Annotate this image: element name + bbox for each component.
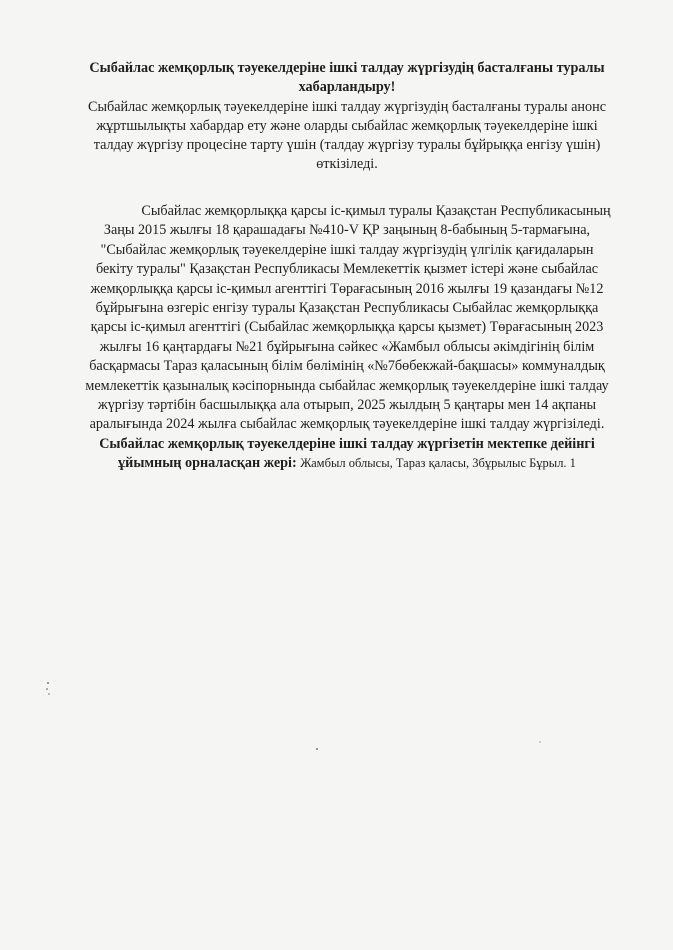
location-value: Жамбыл облысы, Тараз қаласы, 3бұрылыс Бұрыл. 1 <box>300 455 576 470</box>
location-paragraph <box>82 435 612 473</box>
location-label: Сыбайлас жемқорлық тәуекелдеріне ішкі талдау жүргізетін мектепке дейінгі ұйымның орналасқан жері: <box>99 435 595 471</box>
body-paragraph: Сыбайлас жемқорлыққа қарсы іс-қимыл туралы Қазақстан Республикасының Заңы 2015 жылғы 18 қарашадағы №410-V ҚР заңының 8-бабының 5-тармағына, "Сыбайлас жемқорлық тәуекелдеріне ішкі талдау жүргізудің үлгілік қағидаларын бекіту туралы" Қазақстан Республикасы Мемлекеттік қызмет істері және сыбайлас жемқорлыққа қарсы іс-қимыл агенттігі Төрағасының 2016 жылғы 19 қазандағы №12 бұйрығына өзгеріс енгізу туралы Қазақстан Республикасы Сыбайлас жемқорлыққа қарсы іс-қимыл агенттігі (Сыбайлас жемқорлыққа қарсы қызмет) Төрағасының 2023 жылғы 16 қаңтардағы №21 бұйрығына сәйкес «Жамбыл облысы әкімдігінің білім басқармасы Тараз қаласының білім бөлімінің «№7бөбекжай-бақшасы» коммуналдық мемлекеттік қазыналық кәсіпорнында сыбайлас жемқорлық тәуекелдеріне ішкі талдау жүргізу тәртібін басшылыққа ала отырып, 2025 жылдың 5 қаңтары мен 14 ақпаны аралығында 2024 жылға сыбайлас жемқорлық тәуекелдеріне ішкі талдау жүргізіледі. <box>85 203 611 433</box>
document-content <box>82 59 612 473</box>
document-title: Сыбайлас жемқорлық тәуекелдеріне ішкі талдау жүргізудің басталғаны туралы хабарландыру! <box>89 60 605 95</box>
intro-paragraph: Сыбайлас жемқорлық тәуекелдеріне ішкі талдау жүргізудің басталғаны туралы анонс жұртшылықты хабардар ету және оларды сыбайлас жемқорлық тәуекелдеріне ішкі талдау жүргізу процесіне тарту үшін (талдау жүргізу туралы бұйрыққа енгізу үшін) өткізіледі. <box>87 99 606 172</box>
